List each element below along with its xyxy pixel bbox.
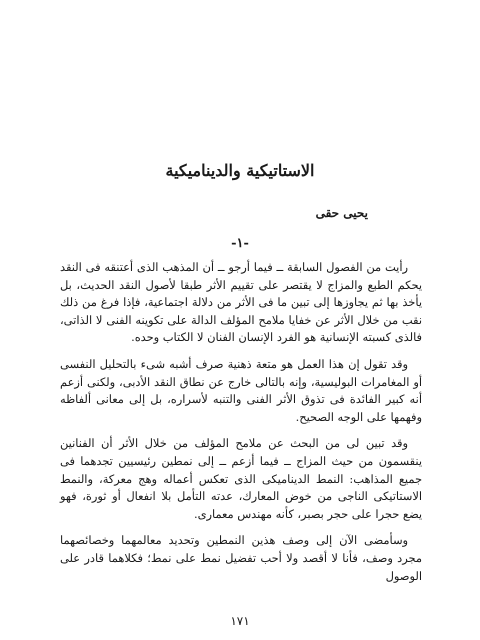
chapter-title: الاستاتيكية والديناميكية	[165, 161, 315, 180]
paragraph: وسأمضى الآن إلى وصف هذين النمطين وتحديد معالمهما وخصائصهما مجرد وصف، فأنا لا أقصد ولا أحب تفضيل نمط على نمط؛ فكلاهما قادر على الوصول	[60, 533, 422, 583]
author-name: يحيى حقى	[315, 206, 368, 220]
paragraph: رأيت من الفصول السابقة ــ فيما أرجو ــ أن المذهب الذى أعتنقه فى النقد يحكم الطبع والمزاج لا يقتصر على تقييم الأثر طبقا لأصول النقد الحديث، بل يأخذ بها ثم يجاوزها إلى تبين ما فى الأثر من دلالة اجتماعية، فإذا فرغ من ذلك نقب من خلال الأثر عن خفايا ملامح المؤلف الدالة على تكوينه الفنى لا الذاتى، فالذى كسبته الإنسانية هو الفرد الإنسان الفنان لا الكتاب وحده.	[60, 260, 422, 345]
paragraph: وقد تقول إن هذا العمل هو متعة ذهنية صرف أشبه شىء بالتحليل النفسى أو المغامرات البوليسية، وإنه بالتالى خارج عن نطاق النقد الأدبى، ولكنى أزعم أنه كبير الفائدة فى تذوق الأثر الفنى والتنبه لأسراره، بل إلى معانى ألفاظه وفهمها على الوجه الصحيح.	[60, 356, 422, 424]
paragraph: وقد تبين لى من البحث عن ملامح المؤلف من خلال الأثر أن الفنانين ينقسمون من حيث المزاج ــ فيما أزعم ــ إلى نمطين رئيسيين تجدهما فى جميع المذاهب: النمط الديناميكى الذى تعكس أعماله وهج معركة، والنمط الاستاتيكى الناجى من خوض المعارك، عدته التأمل بلا انفعال أو ثورة، فهو يضع حجرا على حجر بصبر، كأنه مهندس معمارى.	[60, 436, 422, 521]
page-number: ١٧١	[230, 614, 250, 628]
body-text	[60, 259, 422, 585]
section-number: -١-	[231, 236, 249, 251]
